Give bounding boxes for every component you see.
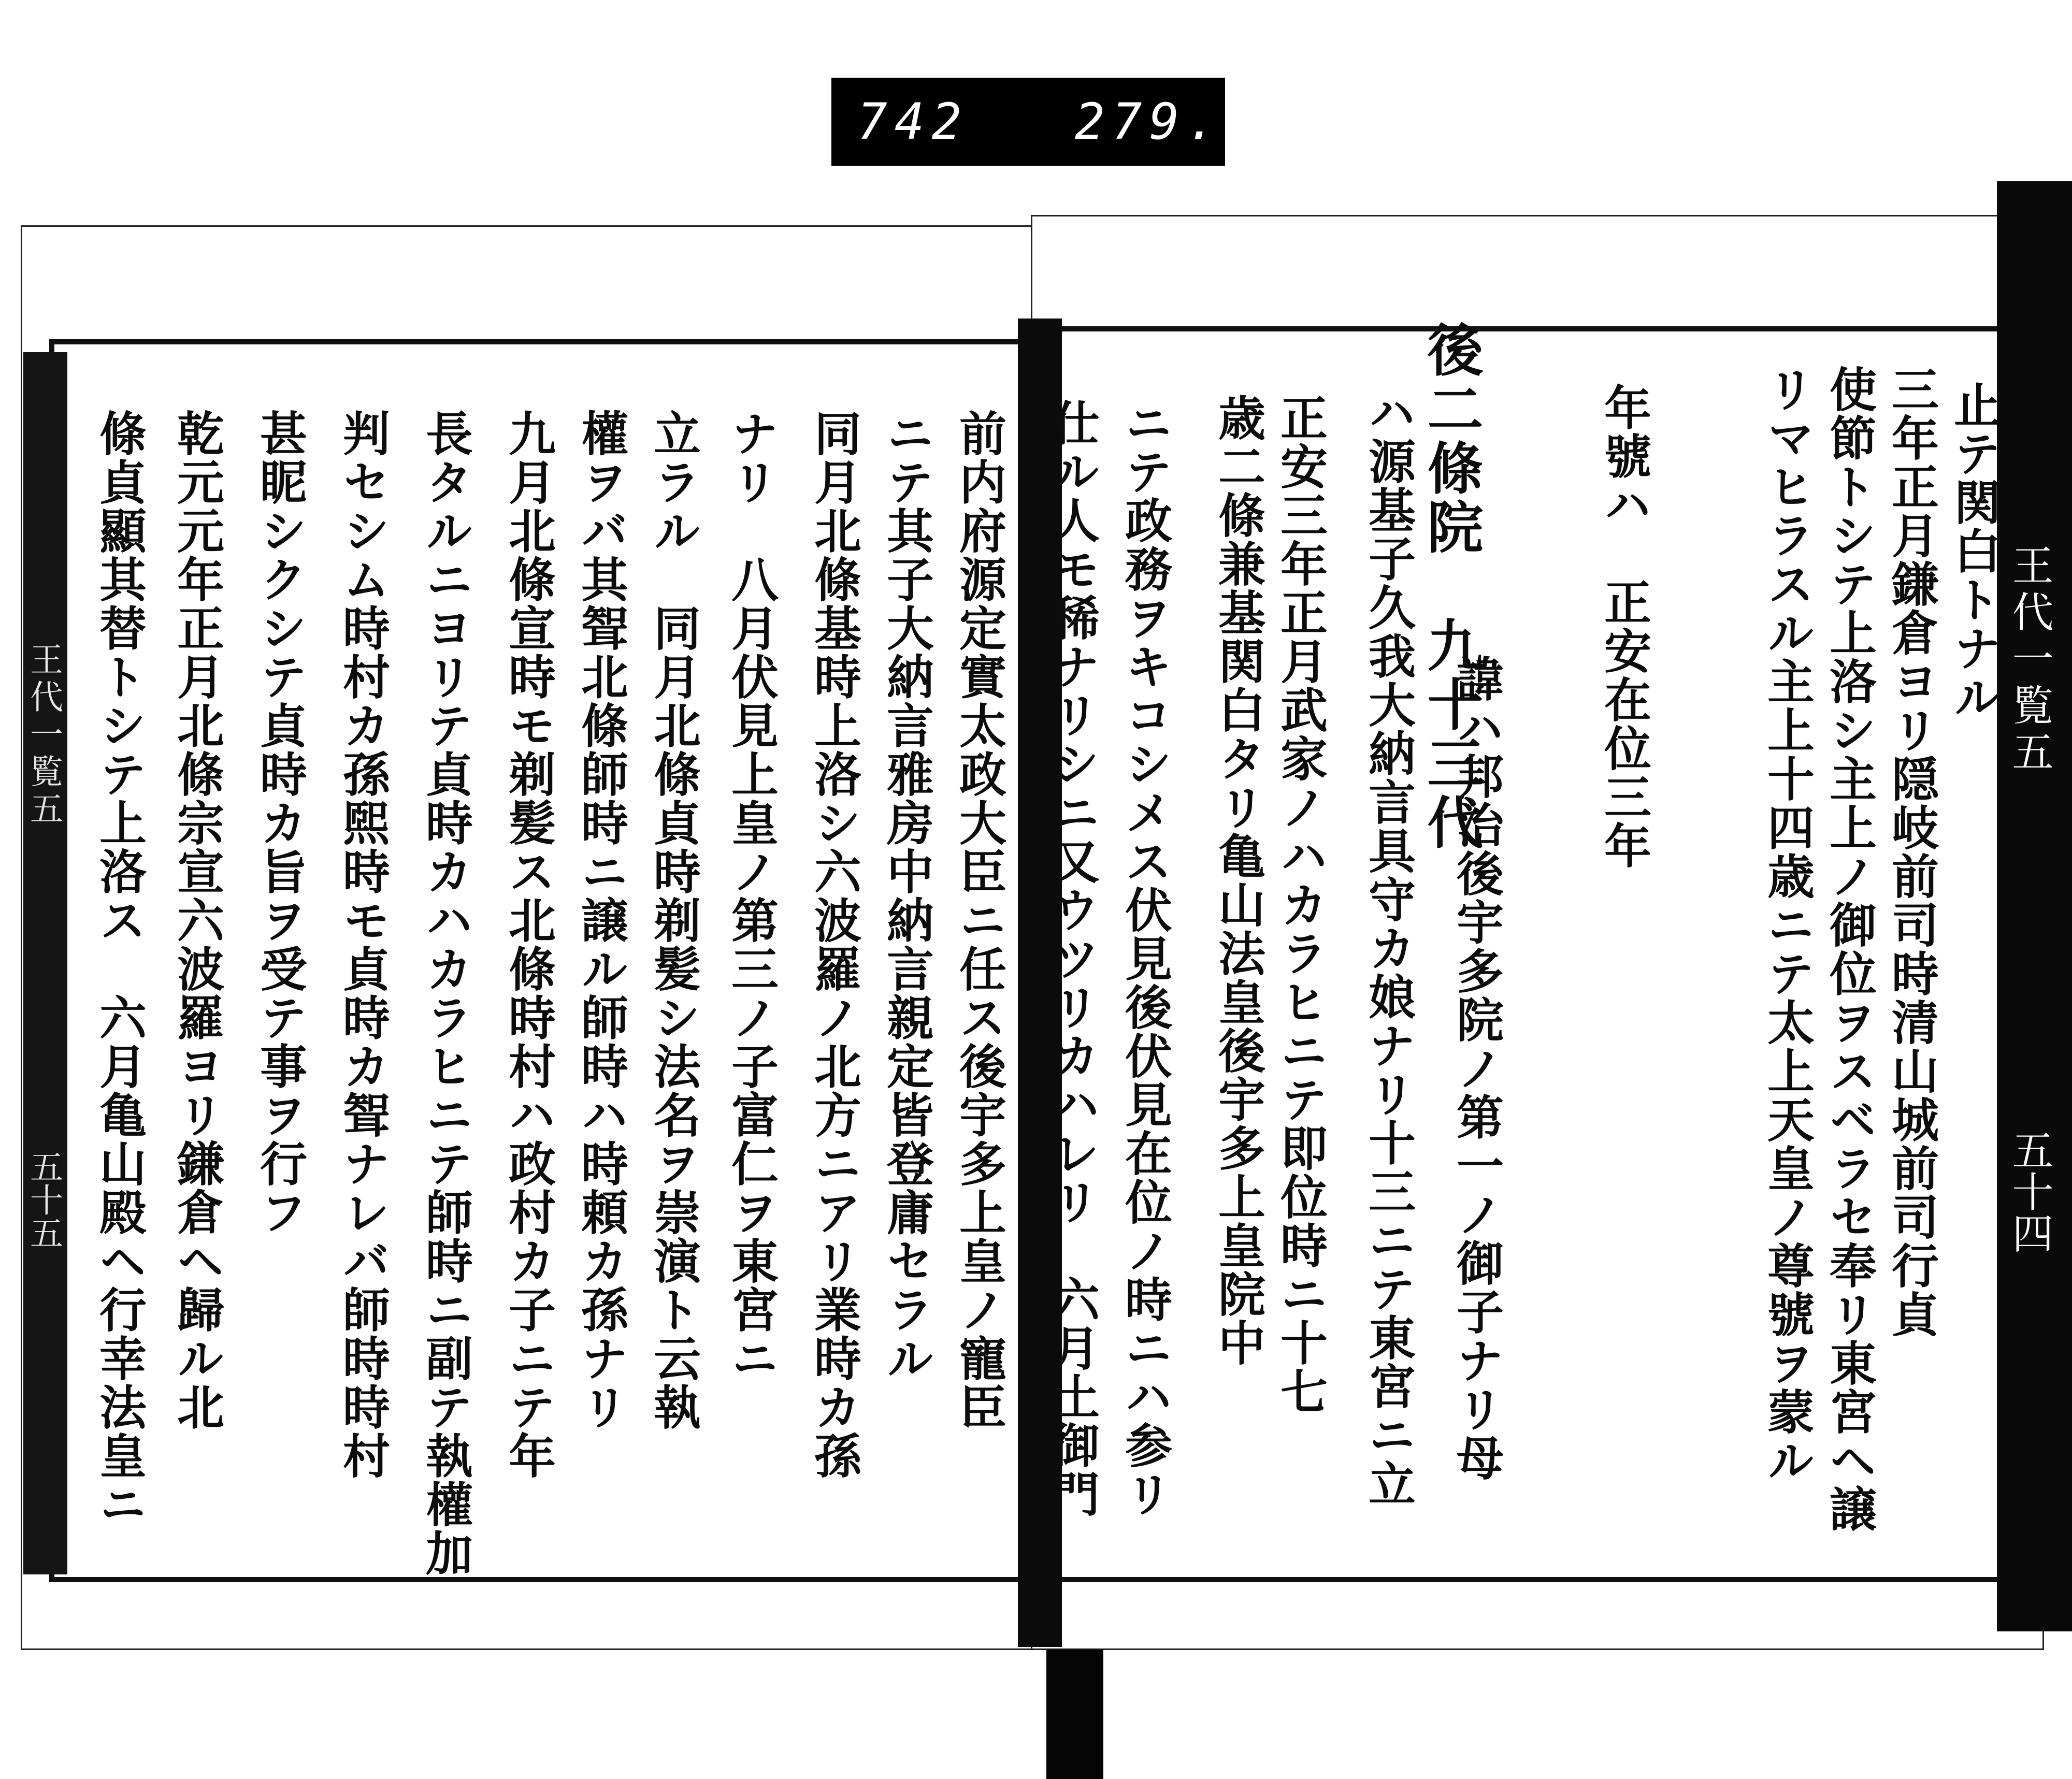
left-col-11: 乾元元年正月北條宗宣六波羅ヨリ鎌倉ヘ歸ル北 xyxy=(169,409,224,1431)
right-col-6: 諱ハ邦治後宇多院ノ第一ノ御子ナリ母 xyxy=(1449,606,1504,1482)
right-col-5: 年號ハ 正安在位三年 xyxy=(1596,383,1651,870)
left-col-1: 前内府源定實太政大臣ニ任ス後宇多上皇ノ寵臣 xyxy=(952,409,1006,1431)
left-col-5: 立ラル 同月北條貞時剃髪シ法名ヲ崇演ト云執 xyxy=(646,409,701,1431)
left-margin-title: 王代一覧五 xyxy=(24,642,63,829)
left-margin-band xyxy=(23,352,67,1574)
right-col-heading: 後二條院 九十三代 xyxy=(1418,321,1483,852)
right-col-3: 使節トシテ上洛シ主上ノ御位ヲスベラセ奉リ東宮ヘ譲 xyxy=(1822,365,1877,1534)
left-col-9: 判セシム時村カ孫煕時モ貞時カ聟ナレバ師時時村 xyxy=(335,409,390,1480)
right-margin-band xyxy=(1997,181,2072,1631)
left-col-7: 九月北條宣時モ剃髪ス北條時村ハ政村カ子ニテ年 xyxy=(501,409,556,1480)
right-col-8: 正安三年正月武家ノハカラヒニテ即位時ニ十七 xyxy=(1273,394,1328,1416)
left-col-12: 條貞顯其替トシテ上洛ス 六月亀山殿ヘ行幸法皇ニ xyxy=(92,409,147,1529)
gutter-shadow xyxy=(1046,1650,1103,1779)
right-margin-title: 王代一覧五 xyxy=(2005,544,2053,777)
left-folio-number: 五十五 xyxy=(24,1150,63,1249)
catalog-number-right: 279. xyxy=(1075,93,1224,151)
left-col-3: 同月北條基時上洛シ六波羅ノ北方ニアリ業時カ孫 xyxy=(807,409,861,1480)
left-col-8: 長タルニヨリテ貞時カハカラヒニテ師時ニ副テ執權加 xyxy=(418,409,473,1578)
book-spread xyxy=(21,215,2041,1647)
right-col-10: ニテ政務ヲキコシメス伏見後伏見在位ノ時ニハ参リ xyxy=(1117,399,1172,1518)
catalog-label xyxy=(831,78,1225,166)
right-folio-number: 五十四 xyxy=(2005,1129,2053,1253)
left-col-6: 權ヲバ其聟北條師時ニ譲ル師時ハ時頼カ孫ナリ xyxy=(573,409,628,1431)
right-col-9: 歳二條兼基関白タリ亀山法皇後宇多上皇院中 xyxy=(1211,394,1265,1367)
right-col-7: ハ源基子久我大納言具守カ娘ナリ十三ニテ東宮ニ立 xyxy=(1361,388,1416,1508)
right-col-1: 止テ関白トナル xyxy=(1946,381,2001,721)
left-col-4: ナリ 八月伏見上皇ノ第三ノ子富仁ヲ東宮ニ xyxy=(724,409,779,1383)
catalog-number-left: 742 xyxy=(857,93,969,151)
left-col-10: 甚眤シクシテ貞時カ旨ヲ受テ事ヲ行フ xyxy=(252,409,307,1237)
right-col-11: 仕ル人モ稀ナリシニ又ウツリカハレリ 六月土御門 xyxy=(1045,399,1100,1518)
right-col-4: リマヒラスル主上十四歳ニテ太上天皇ノ尊號ヲ蒙ル xyxy=(1760,365,1815,1485)
left-col-2: ニテ其子大納言雅房中納言親定皆登庸セラル xyxy=(879,409,934,1383)
right-col-2: 三年正月鎌倉ヨリ隠岐前司時清山城前司行貞 xyxy=(1884,365,1939,1339)
